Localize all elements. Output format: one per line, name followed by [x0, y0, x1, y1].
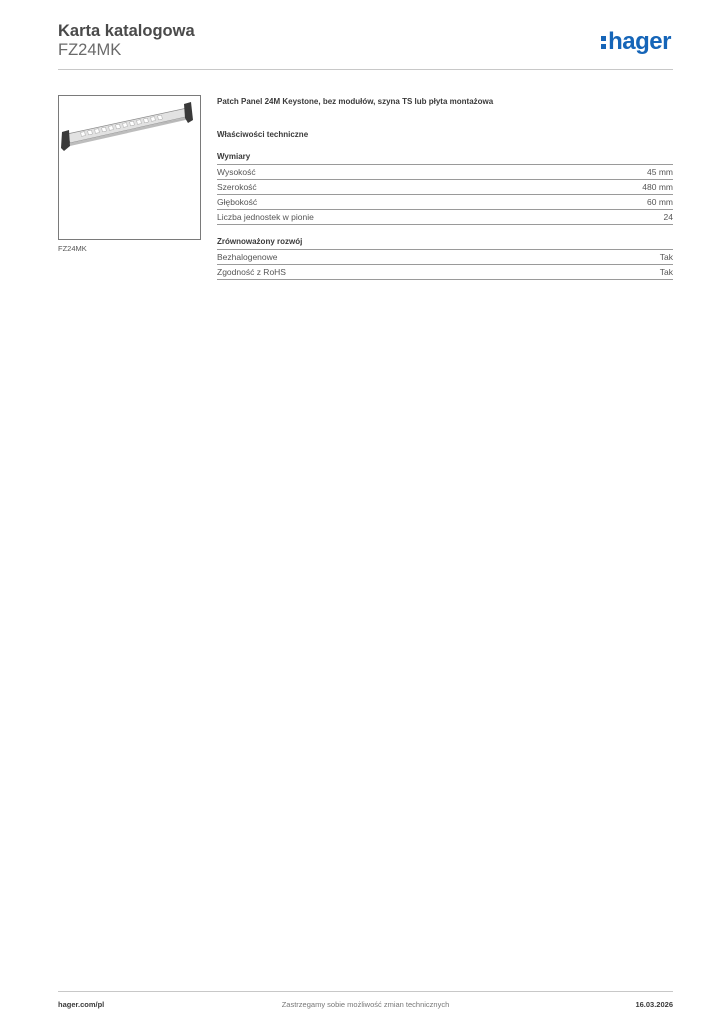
spec-value: 60 mm [647, 197, 673, 207]
spec-value: 24 [663, 212, 673, 222]
spec-value: 480 mm [642, 182, 673, 192]
hager-logo [601, 28, 671, 56]
footer-website-link[interactable]: hager.com/pl [58, 1000, 105, 1009]
spec-value: Tak [659, 267, 673, 277]
product-name: Patch Panel 24M Keystone, bez modułów, szyna TS lub płyta montażowa [217, 97, 494, 106]
spec-label: Zgodność z RoHS [217, 267, 286, 277]
specification-content [217, 97, 673, 280]
image-caption: FZ24MK [58, 244, 87, 253]
spec-row [217, 210, 673, 225]
section-title-technical: Właściwości techniczne [217, 130, 309, 139]
product-code: FZ24MK [58, 41, 122, 59]
page-footer [58, 991, 673, 1009]
spec-row [217, 165, 673, 180]
spec-row [217, 195, 673, 210]
logo-text: hager [608, 28, 671, 55]
group-title-dimensions: Wymiary [217, 152, 673, 165]
spec-label: Głębokość [217, 197, 258, 207]
spec-row [217, 180, 673, 195]
spec-row [217, 250, 673, 265]
spec-label: Liczba jednostek w pionie [217, 212, 314, 222]
spec-value: 45 mm [647, 167, 673, 177]
spec-label: Wysokość [217, 167, 256, 177]
footer-disclaimer: Zastrzegamy sobie możliwość zmian technicznych [281, 1000, 450, 1009]
spec-label: Bezhalogenowe [217, 252, 278, 262]
spec-row [217, 265, 673, 280]
footer-date: 16.03.2026 [635, 1000, 673, 1009]
spec-label: Szerokość [217, 182, 257, 192]
logo-dots-icon [601, 36, 606, 52]
spec-value: Tak [659, 252, 673, 262]
patch-panel-image [59, 96, 200, 239]
document-title: Karta katalogowa [58, 22, 195, 40]
product-image [58, 95, 201, 240]
group-title-sustainability: Zrównoważony rozwój [217, 237, 673, 250]
page-header [58, 20, 673, 70]
